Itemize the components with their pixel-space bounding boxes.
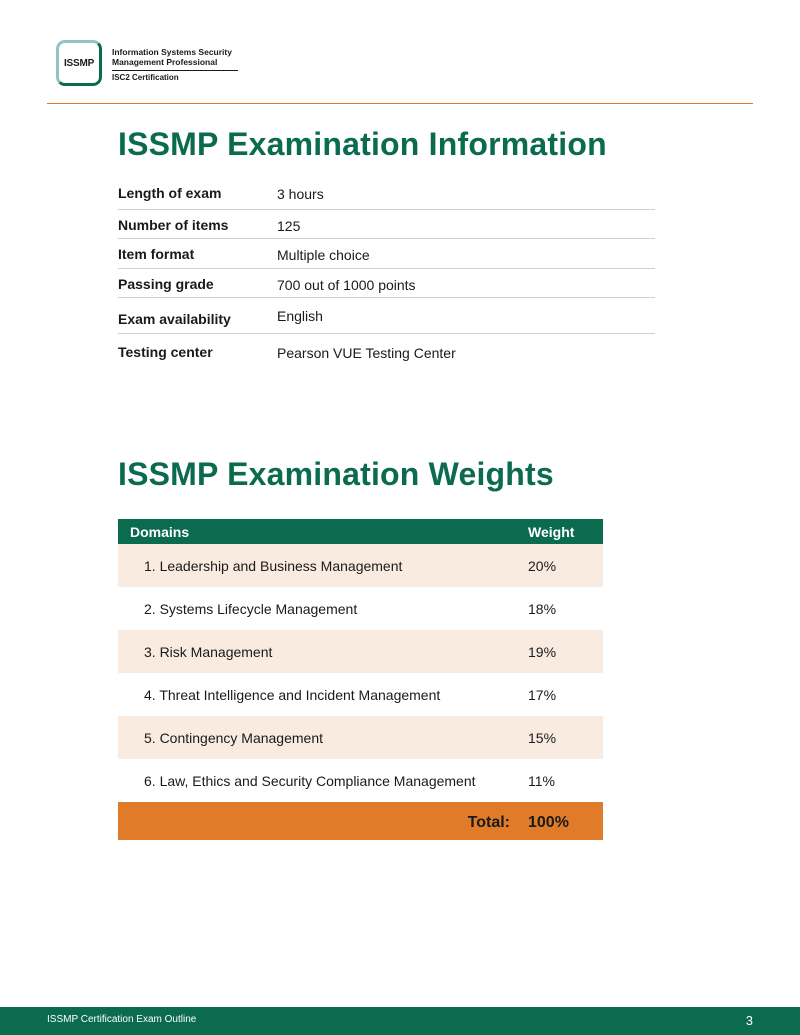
info-value: Multiple choice	[277, 247, 370, 263]
info-value: English	[277, 308, 323, 324]
info-row	[118, 334, 655, 368]
logo-badge	[56, 40, 102, 86]
logo-divider	[112, 70, 238, 71]
info-row	[118, 269, 655, 298]
domain-cell: 5. Contingency Management	[144, 730, 323, 746]
info-label: Number of items	[118, 217, 229, 233]
info-row	[118, 178, 655, 210]
info-label: Exam availability	[118, 311, 231, 327]
info-value: 125	[277, 218, 301, 234]
domain-cell: 2. Systems Lifecycle Management	[144, 601, 358, 617]
info-label: Testing center	[118, 344, 213, 360]
info-row	[118, 210, 655, 239]
weight-cell: 18%	[528, 601, 557, 617]
total-row	[118, 802, 603, 840]
logo-badge-text: ISSMP	[63, 57, 95, 69]
domain-cell: 6. Law, Ethics and Security Compliance Management	[144, 773, 476, 789]
logo-line-1: Information Systems Security	[112, 47, 232, 57]
info-value: 3 hours	[277, 186, 324, 202]
weight-cell: 20%	[528, 558, 557, 574]
exam-weights-table	[118, 519, 603, 840]
info-row	[118, 239, 655, 269]
footer-text: ISSMP Certification Exam Outline	[47, 1014, 197, 1025]
domain-cell: 4. Threat Intelligence and Incident Management	[144, 687, 441, 703]
weight-cell: 17%	[528, 687, 557, 703]
total-value: 100%	[528, 814, 569, 831]
table-row	[118, 587, 603, 630]
weight-cell: 15%	[528, 730, 557, 746]
weight-column-header: Weight	[528, 524, 575, 540]
exam-info-table	[118, 178, 655, 368]
table-row	[118, 759, 603, 802]
table-row	[118, 673, 603, 716]
table-row	[118, 716, 603, 759]
table-row	[118, 630, 603, 673]
exam-info-title: ISSMP Examination Information	[118, 126, 607, 162]
logo-text	[112, 47, 238, 83]
issmp-logo	[56, 40, 246, 92]
domain-cell: 3. Risk Management	[144, 644, 273, 660]
info-label: Length of exam	[118, 185, 222, 201]
info-label: Item format	[118, 246, 195, 262]
header-divider	[47, 103, 753, 104]
page-number: 3	[745, 1013, 753, 1028]
weight-cell: 11%	[528, 773, 555, 789]
info-value: Pearson VUE Testing Center	[277, 345, 456, 361]
exam-weights-title: ISSMP Examination Weights	[118, 456, 554, 492]
weight-cell: 19%	[528, 644, 557, 660]
table-row	[118, 544, 603, 587]
domain-cell: 1. Leadership and Business Management	[144, 558, 403, 574]
domains-column-header: Domains	[130, 524, 190, 540]
info-row	[118, 298, 655, 334]
weights-header-row	[118, 519, 603, 544]
logo-line-3: ISC2 Certification	[112, 73, 179, 82]
page-footer	[0, 1007, 800, 1035]
info-label: Passing grade	[118, 276, 214, 292]
info-value: 700 out of 1000 points	[277, 277, 416, 293]
total-label: Total:	[467, 814, 510, 831]
logo-line-2: Management Professional	[112, 57, 218, 67]
